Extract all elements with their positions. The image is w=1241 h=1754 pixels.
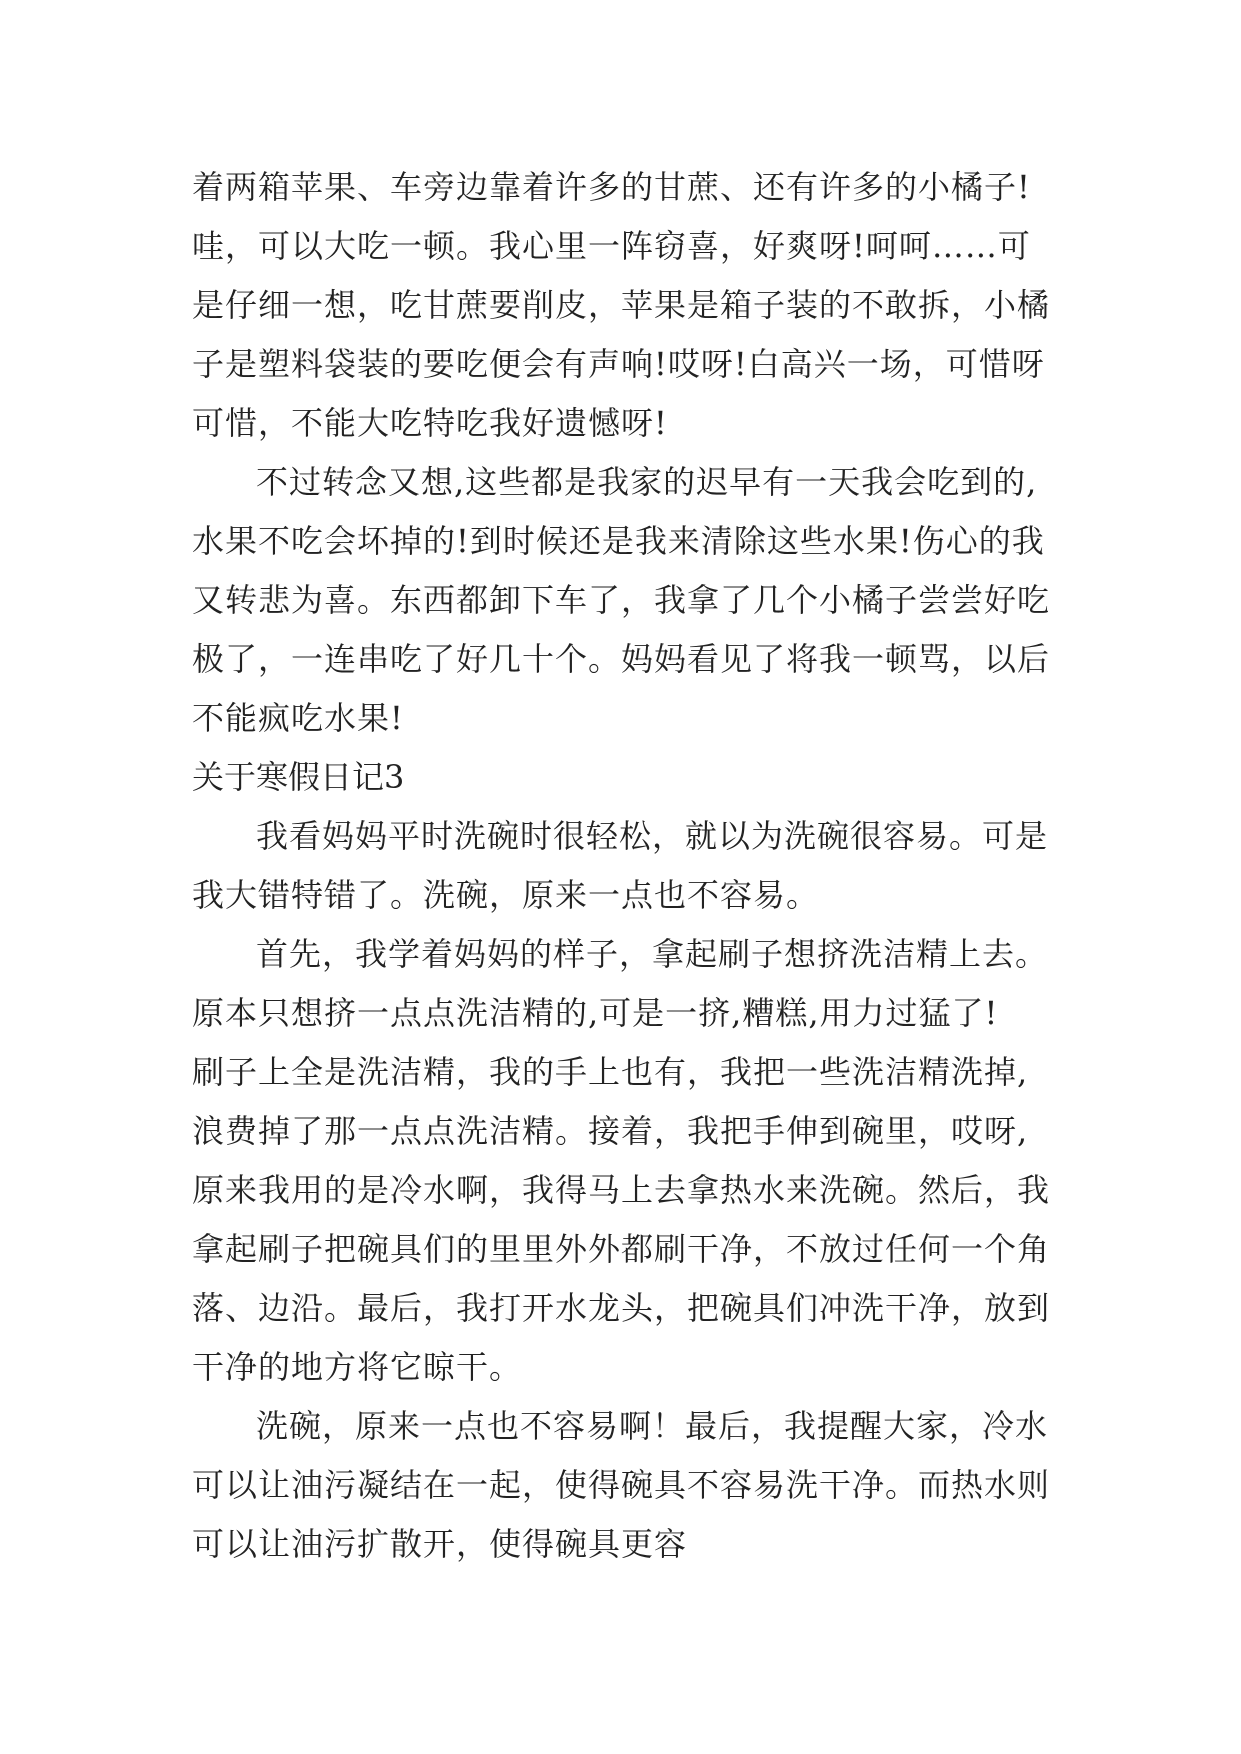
section-heading: 关于寒假日记3 [192, 758, 405, 796]
text-line: 拿起刷子把碗具们的里里外外都刷干净，不放过任何一个角 [192, 1230, 1051, 1268]
text-line: 子是塑料袋装的要吃便会有声响!哎呀!白高兴一场，可惜呀 [192, 345, 1045, 383]
text-line: 我看妈妈平时洗碗时很轻松，就以为洗碗很容易。可是 [256, 817, 1049, 855]
text-line: 着两箱苹果、车旁边靠着许多的甘蔗、还有许多的小橘子! [192, 168, 1031, 206]
text-line: 浪费掉了那一点点洗洁精。接着，我把手伸到碗里，哎呀, [192, 1112, 1029, 1150]
text-line: 可以让油污凝结在一起，使得碗具不容易洗干净。而热水则 [192, 1466, 1051, 1504]
paragraph-5 [192, 1397, 1092, 1574]
paragraph-1 [192, 158, 1092, 453]
text-line: 干净的地方将它晾干。 [192, 1348, 523, 1386]
text-line: 首先，我学着妈妈的样子，拿起刷子想挤洗洁精上去。 [256, 935, 1049, 973]
text-line: 水果不吃会坏掉的!到时候还是我来清除这些水果!伤心的我 [192, 522, 1045, 560]
text-line: 可惜，不能大吃特吃我好遗憾呀! [192, 404, 668, 442]
text-line: 原来我用的是冷水啊，我得马上去拿热水来洗碗。然后，我 [192, 1171, 1051, 1209]
text-line: 我大错特错了。洗碗，原来一点也不容易。 [192, 876, 820, 914]
text-line: 可以让油污扩散开，使得碗具更容 [192, 1525, 688, 1563]
text-line: 不过转念又想,这些都是我家的迟早有一天我会吃到的, [256, 463, 1038, 501]
text-line: 哇，可以大吃一顿。我心里一阵窃喜，好爽呀!呵呵……可 [192, 227, 1031, 265]
paragraph-2 [192, 453, 1092, 748]
document-body [192, 158, 1092, 1574]
paragraph-4 [192, 925, 1092, 1397]
text-line: 极了，一连串吃了好几十个。妈妈看见了将我一顿骂，以后 [192, 640, 1051, 678]
text-line: 是仔细一想，吃甘蔗要削皮，苹果是箱子装的不敢拆，小橘 [192, 286, 1051, 324]
text-line: 刷子上全是洗洁精，我的手上也有，我把一些洗洁精洗掉, [192, 1053, 1029, 1091]
text-line: 不能疯吃水果! [192, 699, 404, 737]
text-line: 洗碗，原来一点也不容易啊！最后，我提醒大家，冷水 [256, 1407, 1049, 1445]
text-line: 又转悲为喜。东西都卸下车了，我拿了几个小橘子尝尝好吃 [192, 581, 1051, 619]
text-line: 落、边沿。最后，我打开水龙头，把碗具们冲洗干净，放到 [192, 1289, 1051, 1327]
text-line: 原本只想挤一点点洗洁精的,可是一挤,糟糕,用力过猛了! [192, 994, 999, 1032]
paragraph-3 [192, 807, 1092, 925]
